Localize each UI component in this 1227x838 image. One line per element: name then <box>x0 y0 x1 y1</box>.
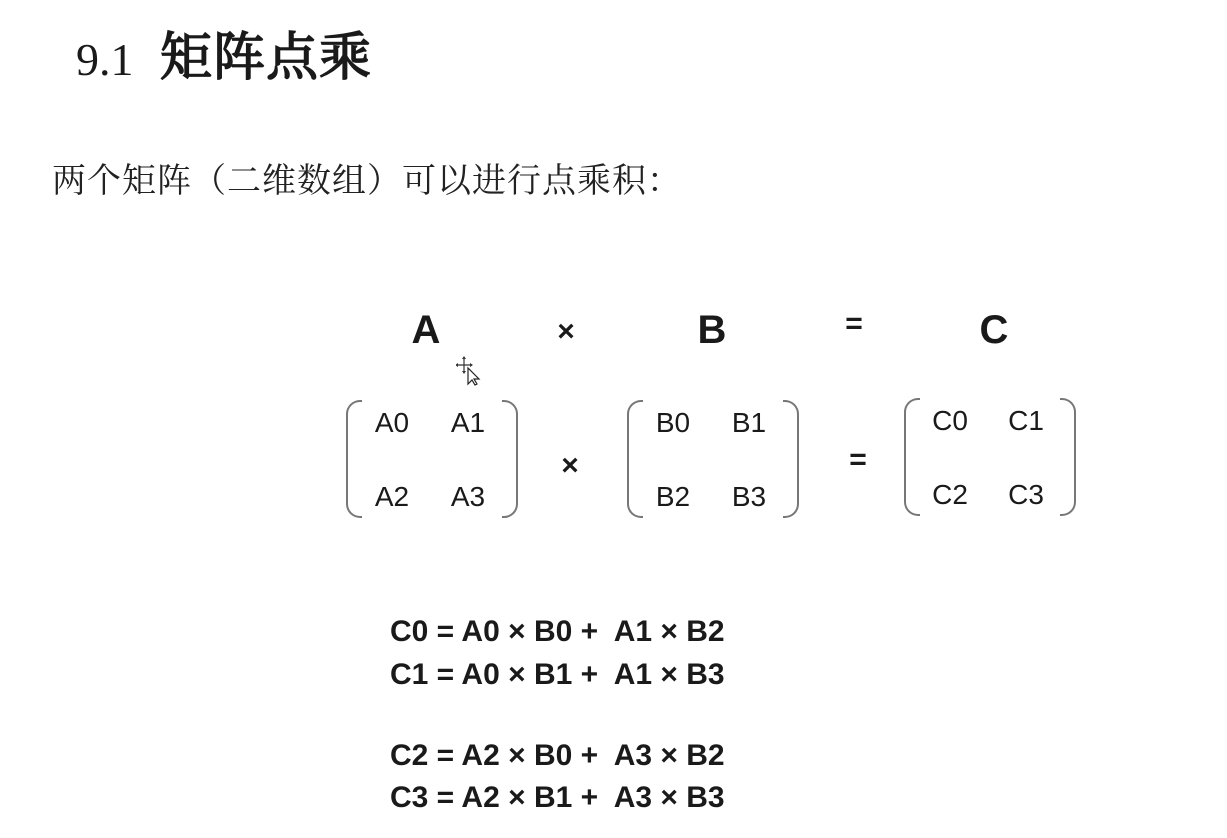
left-bracket <box>627 400 643 518</box>
section-number: 9.1 <box>76 34 134 85</box>
formula-line: C2 = A2 × B0 + A3 × B2 <box>390 739 725 772</box>
move-cursor-icon <box>456 356 482 386</box>
formula-line: C0 = A0 × B0 + A1 × B2 <box>390 615 725 648</box>
label-a: A <box>411 308 441 352</box>
right-bracket <box>502 400 518 518</box>
matrix-cell: A1 <box>450 407 486 438</box>
formula-line: C1 = A0 × B1 + A1 × B3 <box>390 658 725 691</box>
matrix-a <box>346 400 518 518</box>
matrix-c <box>904 398 1076 516</box>
right-bracket <box>783 400 799 518</box>
matrix-b <box>627 400 799 518</box>
matrix-cell: B3 <box>731 481 767 512</box>
matrix-cell: A3 <box>450 481 486 512</box>
section-title: 矩阵点乘 <box>160 28 373 88</box>
matrix-cell: B2 <box>655 481 691 512</box>
matrix-times: × <box>561 449 579 482</box>
left-bracket <box>904 398 920 516</box>
matrix-cell: B0 <box>655 407 691 438</box>
matrix-cell: C2 <box>932 479 968 510</box>
matrix-cell: C3 <box>1008 479 1044 510</box>
label-b: B <box>697 308 727 352</box>
formula-line: C3 = A2 × B1 + A3 × B3 <box>390 781 725 814</box>
matrix-cell: A0 <box>374 407 410 438</box>
matrix-cell: B1 <box>731 407 767 438</box>
matrix-cell: C1 <box>1008 405 1044 436</box>
matrix-cell: C0 <box>932 405 968 436</box>
intro-text: 两个矩阵（二维数组）可以进行点乘积： <box>52 161 682 201</box>
label-c: C <box>979 308 1009 352</box>
label-times: × <box>557 315 575 348</box>
label-equals: = <box>845 307 863 340</box>
right-bracket <box>1060 398 1076 516</box>
left-bracket <box>346 400 362 518</box>
matrix-equals: = <box>849 443 867 476</box>
matrix-cell: A2 <box>374 481 410 512</box>
